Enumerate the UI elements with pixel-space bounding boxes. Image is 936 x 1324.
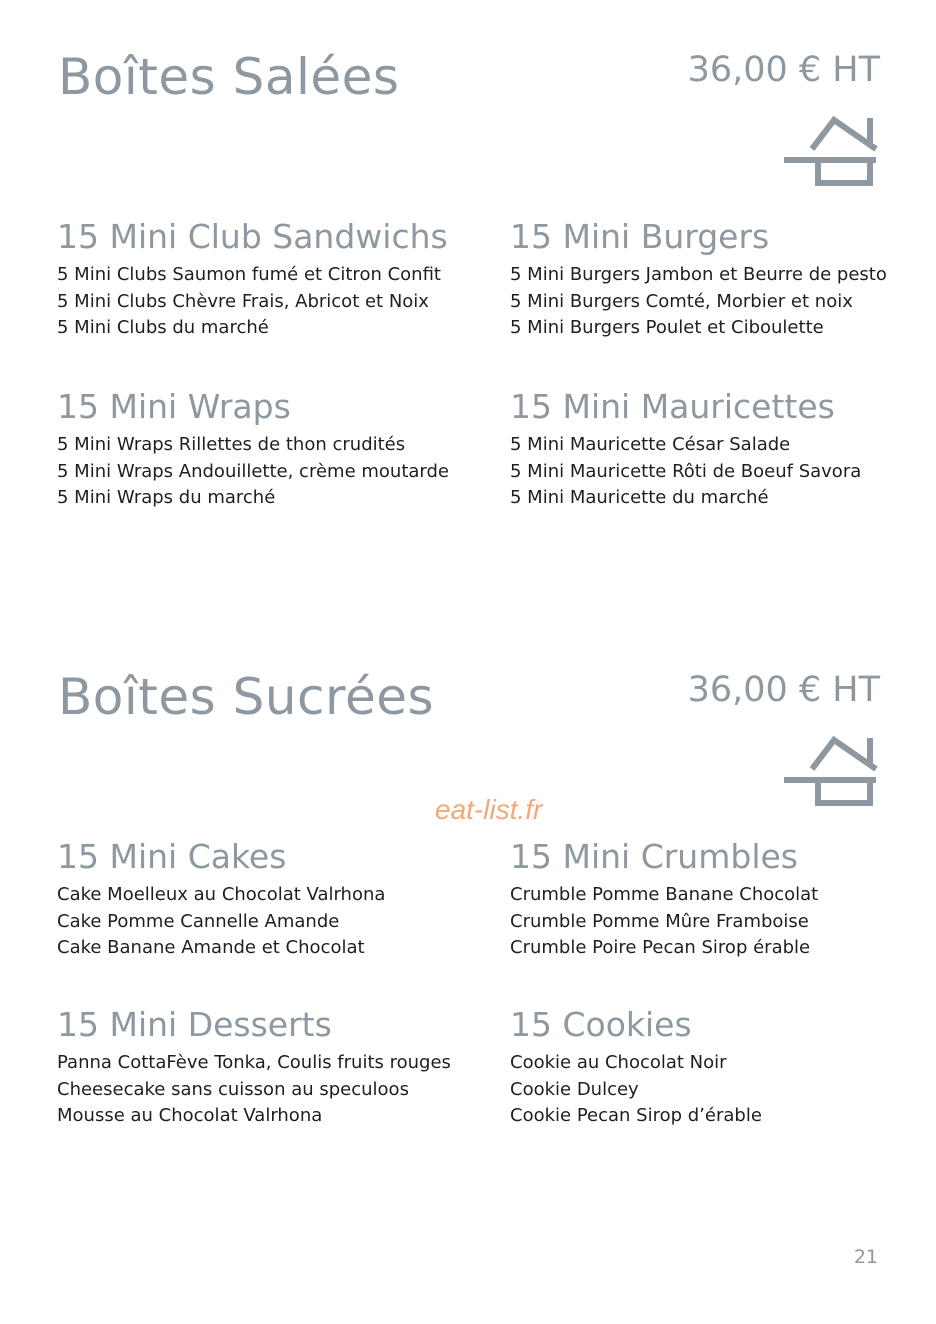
house-delivery-icon: [782, 732, 880, 808]
box-title: 15 Mini Burgers: [510, 217, 770, 256]
box-mini-club-sandwichs: [57, 218, 457, 342]
list-item: Cheesecake sans cuisson au speculoos: [57, 1078, 409, 1100]
list-item: Crumble Pomme Mûre Framboise: [510, 910, 809, 932]
price-salees: 36,00 € HT: [687, 50, 880, 90]
box-mini-wraps: [57, 388, 457, 512]
box-title: 15 Mini Cakes: [57, 837, 287, 876]
price-sucrees: 36,00 € HT: [687, 670, 880, 710]
list-item: Panna CottaFève Tonka, Coulis fruits rouges: [57, 1052, 451, 1073]
list-item: Crumble Poire Pecan Sirop érable: [510, 937, 811, 958]
list-item: Crumble Pomme Banane Chocolat: [510, 884, 819, 905]
list-item: 5 Mini Clubs Chèvre Frais, Abricot et Noix: [57, 290, 429, 312]
watermark-text: eat-list.fr: [435, 794, 543, 825]
box-title: 15 Mini Wraps: [57, 387, 291, 426]
list-item: Cookie au Chocolat Noir: [510, 1052, 727, 1073]
section-title-sucrees: Boîtes Sucrées: [58, 668, 435, 726]
house-delivery-icon: [782, 112, 880, 188]
list-item: Cake Banane Amande et Chocolat: [57, 937, 365, 958]
list-item: 5 Mini Clubs Saumon fumé et Citron Confit: [57, 264, 441, 285]
list-item: 5 Mini Wraps Rillettes de thon crudités: [57, 434, 406, 455]
box-mini-mauricettes: [510, 388, 910, 512]
box-mini-desserts: [57, 1006, 457, 1130]
box-mini-crumbles: [510, 838, 910, 962]
list-item: Cake Pomme Cannelle Amande: [57, 910, 340, 932]
list-item: Cookie Dulcey: [510, 1078, 639, 1100]
list-item: 5 Mini Clubs du marché: [57, 317, 269, 338]
list-item: 5 Mini Wraps du marché: [57, 487, 276, 508]
box-mini-burgers: [510, 218, 910, 342]
list-item: 5 Mini Wraps Andouillette, crème moutarde: [57, 460, 449, 482]
list-item: 5 Mini Burgers Comté, Morbier et noix: [510, 290, 853, 312]
list-item: 5 Mini Mauricette César Salade: [510, 434, 791, 455]
list-item: 5 Mini Mauricette du marché: [510, 487, 769, 508]
box-cookies: [510, 1006, 910, 1130]
list-item: Cake Moelleux au Chocolat Valrhona: [57, 884, 386, 905]
box-title: 15 Mini Crumbles: [510, 837, 798, 876]
page-number: 21: [853, 1246, 878, 1268]
box-mini-cakes: [57, 838, 457, 962]
list-item: Mousse au Chocolat Valrhona: [57, 1105, 323, 1126]
list-item: Cookie Pecan Sirop d’érable: [510, 1105, 762, 1126]
box-title: 15 Mini Desserts: [57, 1005, 332, 1044]
box-title: 15 Mini Mauricettes: [510, 387, 835, 426]
box-title: 15 Mini Club Sandwichs: [57, 217, 448, 256]
box-title: 15 Cookies: [510, 1005, 692, 1044]
section-title-salees: Boîtes Salées: [58, 48, 400, 106]
list-item: 5 Mini Burgers Poulet et Ciboulette: [510, 317, 824, 338]
list-item: 5 Mini Burgers Jambon et Beurre de pesto: [510, 264, 887, 285]
list-item: 5 Mini Mauricette Rôti de Boeuf Savora: [510, 460, 862, 482]
